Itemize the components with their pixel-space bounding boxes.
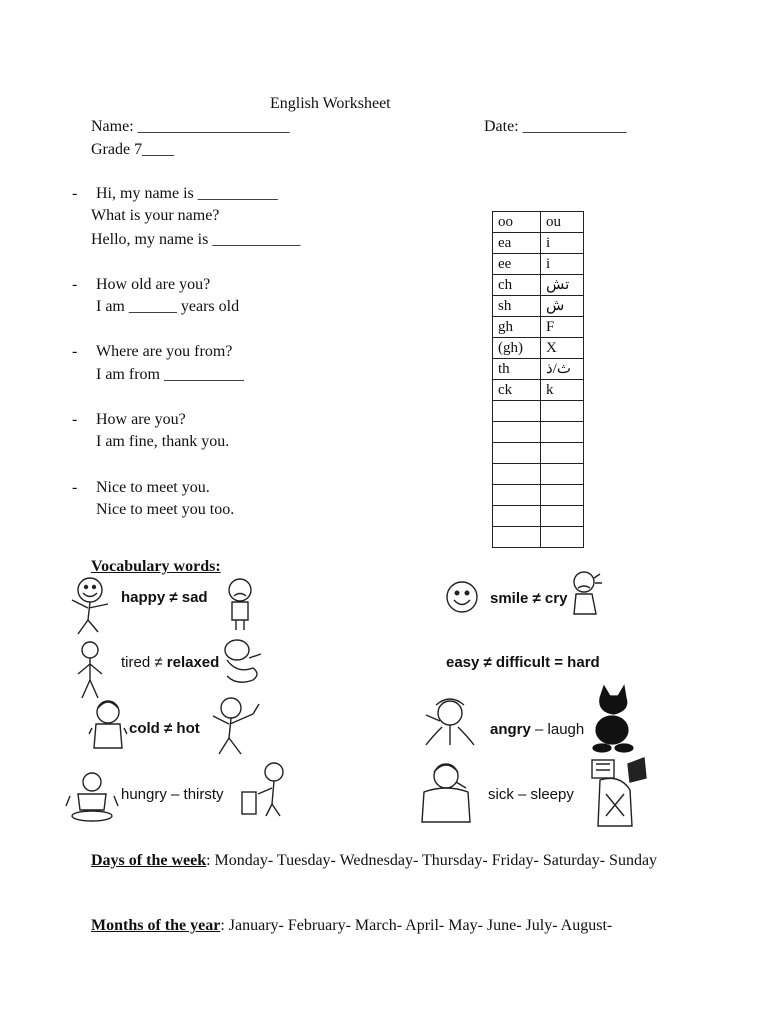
vocab-angry-laugh: angry – laugh — [490, 721, 585, 738]
dialogue-line: What is your name? — [91, 207, 220, 224]
phonics-row — [493, 233, 584, 254]
phonics-sound-cell — [541, 506, 584, 527]
phonics-sound-cell: تش — [541, 275, 584, 296]
name-field-label: Name: ___________________ — [91, 118, 290, 135]
phonics-row — [493, 527, 584, 548]
grade-field-label: Grade 7____ — [91, 141, 175, 158]
dialogue-line: I am from __________ — [96, 366, 244, 383]
laughing-cat-illustration — [590, 684, 636, 754]
phonics-sound-cell — [541, 464, 584, 485]
days-heading: Days of the week — [91, 852, 207, 869]
months-heading: Months of the year — [91, 917, 221, 934]
days-list: : Monday- Tuesday- Wednesday- Thursday- Friday- Saturday- Sunday — [206, 852, 658, 869]
phonics-letters-cell: ck — [493, 380, 541, 401]
tired-boy-illustration — [74, 640, 106, 700]
vocabulary-heading: Vocabulary words: — [91, 558, 221, 575]
phonics-letters-cell — [493, 422, 541, 443]
phonics-row — [493, 464, 584, 485]
phonics-sound-cell: ث/ذ — [541, 359, 584, 380]
bullet-dash: - — [72, 343, 78, 360]
phonics-sound-cell: X — [541, 338, 584, 359]
phonics-row — [493, 380, 584, 401]
vocab-smile-cry: smile ≠ cry — [490, 590, 568, 607]
thirsty-man-illustration — [236, 760, 292, 818]
phonics-letters-cell — [493, 527, 541, 548]
phonics-letters-cell — [493, 464, 541, 485]
phonics-letters-cell: oo — [493, 212, 541, 233]
phonics-row — [493, 317, 584, 338]
dialogue-line: Hello, my name is ___________ — [91, 231, 301, 248]
phonics-letters-cell — [493, 485, 541, 506]
phonics-sound-cell — [541, 443, 584, 464]
cold-child-illustration — [88, 698, 128, 756]
phonics-letters-cell: gh — [493, 317, 541, 338]
phonics-sound-cell: k — [541, 380, 584, 401]
dialogue-line: How are you? — [96, 411, 186, 428]
dialogue-line: Nice to meet you too. — [96, 501, 235, 518]
phonics-letters-cell: sh — [493, 296, 541, 317]
phonics-row — [493, 485, 584, 506]
phonics-row — [493, 275, 584, 296]
phonics-row — [493, 443, 584, 464]
phonics-row — [493, 254, 584, 275]
days-of-week-line — [91, 851, 657, 871]
vocab-sick-sleepy: sick – sleepy — [488, 786, 574, 803]
crying-child-illustration — [568, 570, 604, 620]
bullet-dash: - — [72, 276, 78, 293]
phonics-letters-cell: th — [493, 359, 541, 380]
dialogue-line: Hi, my name is __________ — [96, 185, 278, 202]
phonics-row — [493, 296, 584, 317]
phonics-letters-cell: (gh) — [493, 338, 541, 359]
hot-man-illustration — [203, 694, 265, 756]
vocab-happy-sad: happy ≠ sad — [121, 589, 208, 606]
phonics-sound-cell — [541, 527, 584, 548]
phonics-sound-cell: i — [541, 254, 584, 275]
dialogue-line: Where are you from? — [96, 343, 233, 360]
phonics-sound-cell — [541, 422, 584, 443]
dialogue-line: How old are you? — [96, 276, 211, 293]
phonics-sound-cell: ou — [541, 212, 584, 233]
angry-pirate-illustration — [418, 693, 480, 749]
phonics-row — [493, 422, 584, 443]
dialogue-line: I am ______ years old — [96, 298, 240, 315]
dialogue-line: Nice to meet you. — [96, 479, 210, 496]
phonics-sound-cell — [541, 485, 584, 506]
months-of-year-line — [91, 916, 612, 936]
phonics-row — [493, 401, 584, 422]
phonics-letters-cell: ee — [493, 254, 541, 275]
phonics-sound-cell: F — [541, 317, 584, 338]
date-field-label: Date: _____________ — [484, 118, 627, 135]
phonics-letters-cell: ea — [493, 233, 541, 254]
phonics-letters-cell — [493, 401, 541, 422]
vocab-easy-difficult-hard: easy ≠ difficult = hard — [446, 654, 600, 671]
smiley-face-illustration — [445, 580, 479, 614]
months-list: : January- February- March- April- May- June- July- August- — [220, 917, 613, 934]
bullet-dash: - — [72, 185, 78, 202]
bullet-dash: - — [72, 479, 78, 496]
relaxed-character-illustration — [215, 636, 265, 688]
phonics-row — [493, 359, 584, 380]
phonics-row — [493, 506, 584, 527]
sad-boy-illustration — [218, 576, 262, 632]
vocab-cold-hot: cold ≠ hot — [129, 720, 200, 737]
phonics-letters-cell: ch — [493, 275, 541, 296]
happy-boy-illustration — [62, 574, 120, 636]
phonics-row — [493, 338, 584, 359]
phonics-row — [493, 212, 584, 233]
sick-child-illustration — [416, 758, 482, 826]
dialogue-line: I am fine, thank you. — [96, 433, 230, 450]
sleepy-character-illustration — [584, 754, 650, 832]
phonics-table — [492, 211, 584, 548]
vocab-tired-relaxed: tired ≠ relaxed — [121, 654, 220, 671]
phonics-letters-cell — [493, 443, 541, 464]
vocab-hungry-thirsty: hungry – thirsty — [121, 786, 224, 803]
bullet-dash: - — [72, 411, 78, 428]
phonics-letters-cell — [493, 506, 541, 527]
phonics-sound-cell: i — [541, 233, 584, 254]
phonics-sound-cell — [541, 401, 584, 422]
hungry-man-illustration — [64, 770, 120, 824]
worksheet-title: English Worksheet — [270, 95, 391, 112]
phonics-sound-cell: ش — [541, 296, 584, 317]
